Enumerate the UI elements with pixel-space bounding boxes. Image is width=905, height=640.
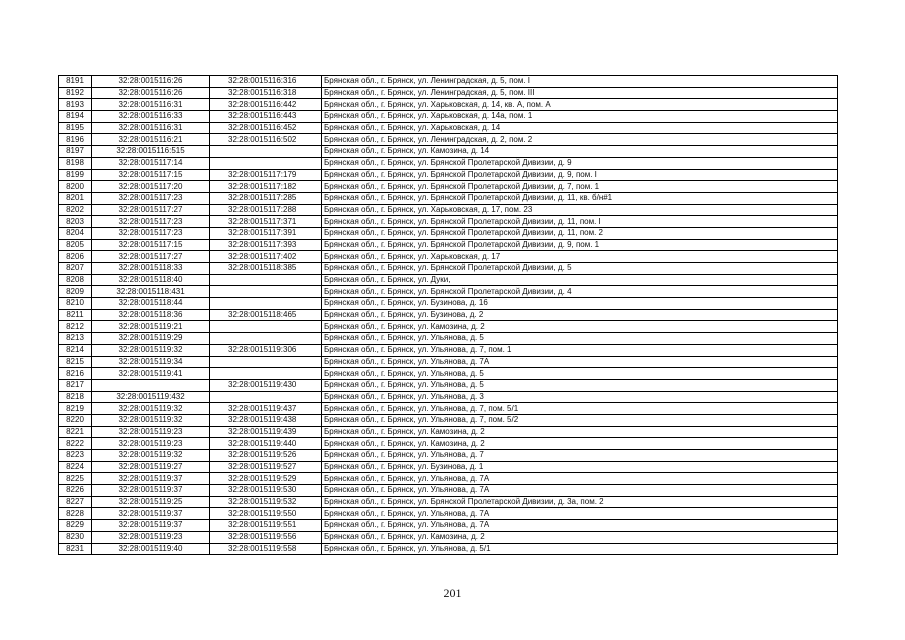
table-row [59,520,838,532]
address-cell: Брянская обл., г. Брянск, ул. Ульянова, д. 7А [322,356,838,368]
row-number-cell: 8209 [59,286,92,298]
address-cell: Брянская обл., г. Брянск, ул. Ленинградская, д. 2, пом. 2 [322,134,838,146]
cadastral-number-cell: 32:28:0015119:32 [92,414,210,426]
page-number: 201 [443,586,462,600]
cadastral-number-cell: 32:28:0015116:33 [92,111,210,123]
row-number-cell: 8223 [59,450,92,462]
address-cell: Брянская обл., г. Брянск, ул. Ульянова, д. 7, пом. 5/2 [322,414,838,426]
row-number-cell: 8226 [59,485,92,497]
premises-cadastral-number-cell: 32:28:0015119:556 [210,531,322,543]
table-row [59,531,838,543]
premises-cadastral-number-cell: 32:28:0015119:558 [210,543,322,555]
address-cell: Брянская обл., г. Брянск, ул. Камозина, д. 2 [322,321,838,333]
cadastral-number-cell: 32:28:0015116:31 [92,99,210,111]
row-number-cell: 8225 [59,473,92,485]
premises-cadastral-number-cell: 32:28:0015119:529 [210,473,322,485]
premises-cadastral-number-cell: 32:28:0015119:438 [210,414,322,426]
address-cell: Брянская обл., г. Брянск, ул. Ульянова, д. 5 [322,379,838,391]
premises-cadastral-number-cell: 32:28:0015117:391 [210,227,322,239]
cadastral-number-cell: 32:28:0015116:515 [92,146,210,158]
table-row [59,391,838,403]
table-row [59,111,838,123]
cadastral-number-cell: 32:28:0015119:432 [92,391,210,403]
cadastral-table [58,75,838,555]
row-number-cell: 8222 [59,438,92,450]
table-row [59,298,838,310]
premises-cadastral-number-cell: 32:28:0015117:182 [210,181,322,193]
row-number-cell: 8196 [59,134,92,146]
premises-cadastral-number-cell: 32:28:0015119:439 [210,426,322,438]
address-cell: Брянская обл., г. Брянск, ул. Харьковская, д. 17 [322,251,838,263]
cadastral-number-cell: 32:28:0015117:27 [92,204,210,216]
table-row [59,204,838,216]
cadastral-number-cell: 32:28:0015119:37 [92,473,210,485]
cadastral-number-cell: 32:28:0015117:23 [92,227,210,239]
premises-cadastral-number-cell [210,356,322,368]
cadastral-number-cell: 32:28:0015119:40 [92,543,210,555]
cadastral-number-cell: 32:28:0015116:26 [92,87,210,99]
table-row [59,134,838,146]
premises-cadastral-number-cell: 32:28:0015117:288 [210,204,322,216]
table-row [59,263,838,275]
cadastral-number-cell: 32:28:0015117:15 [92,239,210,251]
address-cell: Брянская обл., г. Брянск, ул. Харьковская, д. 14, кв. А, пом. А [322,99,838,111]
cadastral-number-cell: 32:28:0015119:25 [92,496,210,508]
address-cell: Брянская обл., г. Брянск, ул. Брянской Пролетарской Дивизии, д. 9 [322,157,838,169]
row-number-cell: 8215 [59,356,92,368]
table-row [59,87,838,99]
row-number-cell: 8203 [59,216,92,228]
address-cell: Брянская обл., г. Брянск, ул. Дуки, [322,274,838,286]
row-number-cell: 8229 [59,520,92,532]
cadastral-number-cell: 32:28:0015119:32 [92,403,210,415]
row-number-cell: 8208 [59,274,92,286]
address-cell: Брянская обл., г. Брянск, ул. Ульянова, д. 3 [322,391,838,403]
premises-cadastral-number-cell: 32:28:0015117:393 [210,239,322,251]
premises-cadastral-number-cell [210,321,322,333]
premises-cadastral-number-cell: 32:28:0015119:526 [210,450,322,462]
table-row [59,309,838,321]
address-cell: Брянская обл., г. Брянск, ул. Ульянова, д. 7А [322,485,838,497]
table-row [59,99,838,111]
address-cell: Брянская обл., г. Брянск, ул. Ленинградская, д. 5, пом. I [322,76,838,88]
table-row [59,426,838,438]
row-number-cell: 8224 [59,461,92,473]
row-number-cell: 8202 [59,204,92,216]
premises-cadastral-number-cell: 32:28:0015117:285 [210,192,322,204]
row-number-cell: 8198 [59,157,92,169]
premises-cadastral-number-cell [210,298,322,310]
row-number-cell: 8214 [59,344,92,356]
row-number-cell: 8199 [59,169,92,181]
table-row [59,543,838,555]
table-row [59,473,838,485]
row-number-cell: 8194 [59,111,92,123]
address-cell: Брянская обл., г. Брянск, ул. Брянской Пролетарской Дивизии, д. 7, пом. 1 [322,181,838,193]
cadastral-number-cell: 32:28:0015116:26 [92,76,210,88]
cadastral-number-cell: 32:28:0015118:36 [92,309,210,321]
address-cell: Брянская обл., г. Брянск, ул. Брянской Пролетарской Дивизии, д. 5 [322,263,838,275]
table-row [59,239,838,251]
cadastral-number-cell: 32:28:0015119:34 [92,356,210,368]
cadastral-number-cell: 32:28:0015117:27 [92,251,210,263]
table-row [59,461,838,473]
row-number-cell: 8228 [59,508,92,520]
cadastral-number-cell: 32:28:0015119:23 [92,438,210,450]
premises-cadastral-number-cell: 32:28:0015116:502 [210,134,322,146]
cadastral-number-cell: 32:28:0015119:27 [92,461,210,473]
cadastral-number-cell: 32:28:0015119:23 [92,531,210,543]
row-number-cell: 8191 [59,76,92,88]
table-row [59,169,838,181]
cadastral-number-cell: 32:28:0015119:41 [92,368,210,380]
premises-cadastral-number-cell: 32:28:0015116:316 [210,76,322,88]
premises-cadastral-number-cell: 32:28:0015117:371 [210,216,322,228]
table-row [59,321,838,333]
row-number-cell: 8217 [59,379,92,391]
cadastral-number-cell: 32:28:0015118:40 [92,274,210,286]
row-number-cell: 8219 [59,403,92,415]
table-row [59,403,838,415]
row-number-cell: 8221 [59,426,92,438]
address-cell: Брянская обл., г. Брянск, ул. Ульянова, д. 7А [322,473,838,485]
row-number-cell: 8204 [59,227,92,239]
row-number-cell: 8206 [59,251,92,263]
address-cell: Брянская обл., г. Брянск, ул. Брянской Пролетарской Дивизии, д. 9, пом. I [322,169,838,181]
premises-cadastral-number-cell: 32:28:0015118:465 [210,309,322,321]
table-row [59,414,838,426]
address-cell: Брянская обл., г. Брянск, ул. Брянской Пролетарской Дивизии, д. 11, пом. 2 [322,227,838,239]
row-number-cell: 8218 [59,391,92,403]
row-number-cell: 8220 [59,414,92,426]
address-cell: Брянская обл., г. Брянск, ул. Камозина, д. 2 [322,531,838,543]
cadastral-number-cell: 32:28:0015119:29 [92,333,210,345]
row-number-cell: 8216 [59,368,92,380]
premises-cadastral-number-cell: 32:28:0015119:550 [210,508,322,520]
address-cell: Брянская обл., г. Брянск, ул. Ульянова, д. 5 [322,368,838,380]
table-row [59,333,838,345]
cadastral-number-cell: 32:28:0015117:15 [92,169,210,181]
premises-cadastral-number-cell: 32:28:0015119:440 [210,438,322,450]
cadastral-number-cell [92,379,210,391]
row-number-cell: 8207 [59,263,92,275]
premises-cadastral-number-cell: 32:28:0015119:532 [210,496,322,508]
premises-cadastral-number-cell: 32:28:0015117:402 [210,251,322,263]
table-body [59,76,838,555]
address-cell: Брянская обл., г. Брянск, ул. Бузинова, д. 16 [322,298,838,310]
table-row [59,450,838,462]
table-row [59,251,838,263]
table-row [59,438,838,450]
row-number-cell: 8201 [59,192,92,204]
row-number-cell: 8230 [59,531,92,543]
table-row [59,286,838,298]
row-number-cell: 8205 [59,239,92,251]
table-row [59,216,838,228]
table-row [59,181,838,193]
row-number-cell: 8192 [59,87,92,99]
premises-cadastral-number-cell: 32:28:0015116:452 [210,122,322,134]
cadastral-number-cell: 32:28:0015119:23 [92,426,210,438]
premises-cadastral-number-cell [210,368,322,380]
premises-cadastral-number-cell: 32:28:0015117:179 [210,169,322,181]
table-row [59,368,838,380]
row-number-cell: 8213 [59,333,92,345]
premises-cadastral-number-cell [210,333,322,345]
address-cell: Брянская обл., г. Брянск, ул. Ульянова, д. 7 [322,450,838,462]
row-number-cell: 8210 [59,298,92,310]
table-row [59,274,838,286]
cadastral-number-cell: 32:28:0015116:21 [92,134,210,146]
row-number-cell: 8212 [59,321,92,333]
table-row [59,496,838,508]
row-number-cell: 8197 [59,146,92,158]
premises-cadastral-number-cell: 32:28:0015119:437 [210,403,322,415]
address-cell: Брянская обл., г. Брянск, ул. Ульянова, д. 7А [322,508,838,520]
premises-cadastral-number-cell [210,146,322,158]
address-cell: Брянская обл., г. Брянск, ул. Харьковская, д. 14а, пом. 1 [322,111,838,123]
cadastral-number-cell: 32:28:0015119:21 [92,321,210,333]
cadastral-number-cell: 32:28:0015117:23 [92,192,210,204]
address-cell: Брянская обл., г. Брянск, ул. Брянской Пролетарской Дивизии, д. 11, кв. б/н#1 [322,192,838,204]
cadastral-number-cell: 32:28:0015119:37 [92,485,210,497]
table-row [59,227,838,239]
table-row [59,379,838,391]
address-cell: Брянская обл., г. Брянск, ул. Брянской Пролетарской Дивизии, д. 11, пом. I [322,216,838,228]
cadastral-number-cell: 32:28:0015119:37 [92,508,210,520]
cadastral-number-cell: 32:28:0015117:14 [92,157,210,169]
premises-cadastral-number-cell: 32:28:0015116:442 [210,99,322,111]
address-cell: Брянская обл., г. Брянск, ул. Ульянова, д. 7, пом. 5/1 [322,403,838,415]
address-cell: Брянская обл., г. Брянск, ул. Бузинова, д. 1 [322,461,838,473]
row-number-cell: 8231 [59,543,92,555]
table-row [59,344,838,356]
cadastral-number-cell: 32:28:0015118:44 [92,298,210,310]
premises-cadastral-number-cell [210,157,322,169]
address-cell: Брянская обл., г. Брянск, ул. Ульянова, д. 5 [322,333,838,345]
premises-cadastral-number-cell [210,286,322,298]
address-cell: Брянская обл., г. Брянск, ул. Ульянова, д. 7А [322,520,838,532]
premises-cadastral-number-cell: 32:28:0015119:430 [210,379,322,391]
premises-cadastral-number-cell [210,274,322,286]
address-cell: Брянская обл., г. Брянск, ул. Брянской Пролетарской Дивизии, д. 4 [322,286,838,298]
address-cell: Брянская обл., г. Брянск, ул. Харьковская, д. 14 [322,122,838,134]
address-cell: Брянская обл., г. Брянск, ул. Камозина, д. 14 [322,146,838,158]
address-cell: Брянская обл., г. Брянск, ул. Бузинова, д. 2 [322,309,838,321]
table-row [59,146,838,158]
address-cell: Брянская обл., г. Брянск, ул. Камозина, д. 2 [322,426,838,438]
table-row [59,356,838,368]
premises-cadastral-number-cell: 32:28:0015119:306 [210,344,322,356]
address-cell: Брянская обл., г. Брянск, ул. Ульянова, д. 5/1 [322,543,838,555]
cadastral-number-cell: 32:28:0015119:37 [92,520,210,532]
table-row [59,485,838,497]
premises-cadastral-number-cell: 32:28:0015116:443 [210,111,322,123]
table-row [59,192,838,204]
cadastral-number-cell: 32:28:0015118:431 [92,286,210,298]
premises-cadastral-number-cell: 32:28:0015116:318 [210,87,322,99]
address-cell: Брянская обл., г. Брянск, ул. Харьковская, д. 17, пом. 23 [322,204,838,216]
premises-cadastral-number-cell: 32:28:0015119:527 [210,461,322,473]
table-row [59,122,838,134]
row-number-cell: 8195 [59,122,92,134]
row-number-cell: 8200 [59,181,92,193]
cadastral-number-cell: 32:28:0015119:32 [92,344,210,356]
table-row [59,157,838,169]
row-number-cell: 8211 [59,309,92,321]
premises-cadastral-number-cell [210,391,322,403]
premises-cadastral-number-cell: 32:28:0015119:530 [210,485,322,497]
address-cell: Брянская обл., г. Брянск, ул. Ульянова, д. 7, пом. 1 [322,344,838,356]
row-number-cell: 8227 [59,496,92,508]
cadastral-number-cell: 32:28:0015117:23 [92,216,210,228]
premises-cadastral-number-cell: 32:28:0015118:385 [210,263,322,275]
row-number-cell: 8193 [59,99,92,111]
cadastral-number-cell: 32:28:0015119:32 [92,450,210,462]
table-row [59,508,838,520]
cadastral-number-cell: 32:28:0015116:31 [92,122,210,134]
cadastral-number-cell: 32:28:0015118:33 [92,263,210,275]
cadastral-number-cell: 32:28:0015117:20 [92,181,210,193]
address-cell: Брянская обл., г. Брянск, ул. Камозина, д. 2 [322,438,838,450]
address-cell: Брянская обл., г. Брянск, ул. Ленинградская, д. 5, пом. III [322,87,838,99]
premises-cadastral-number-cell: 32:28:0015119:551 [210,520,322,532]
address-cell: Брянская обл., г. Брянск, ул. Брянской Пролетарской Дивизии, д. 9, пом. 1 [322,239,838,251]
address-cell: Брянская обл., г. Брянск, ул. Брянской Пролетарской Дивизии, д. 3а, пом. 2 [322,496,838,508]
table-row [59,76,838,88]
